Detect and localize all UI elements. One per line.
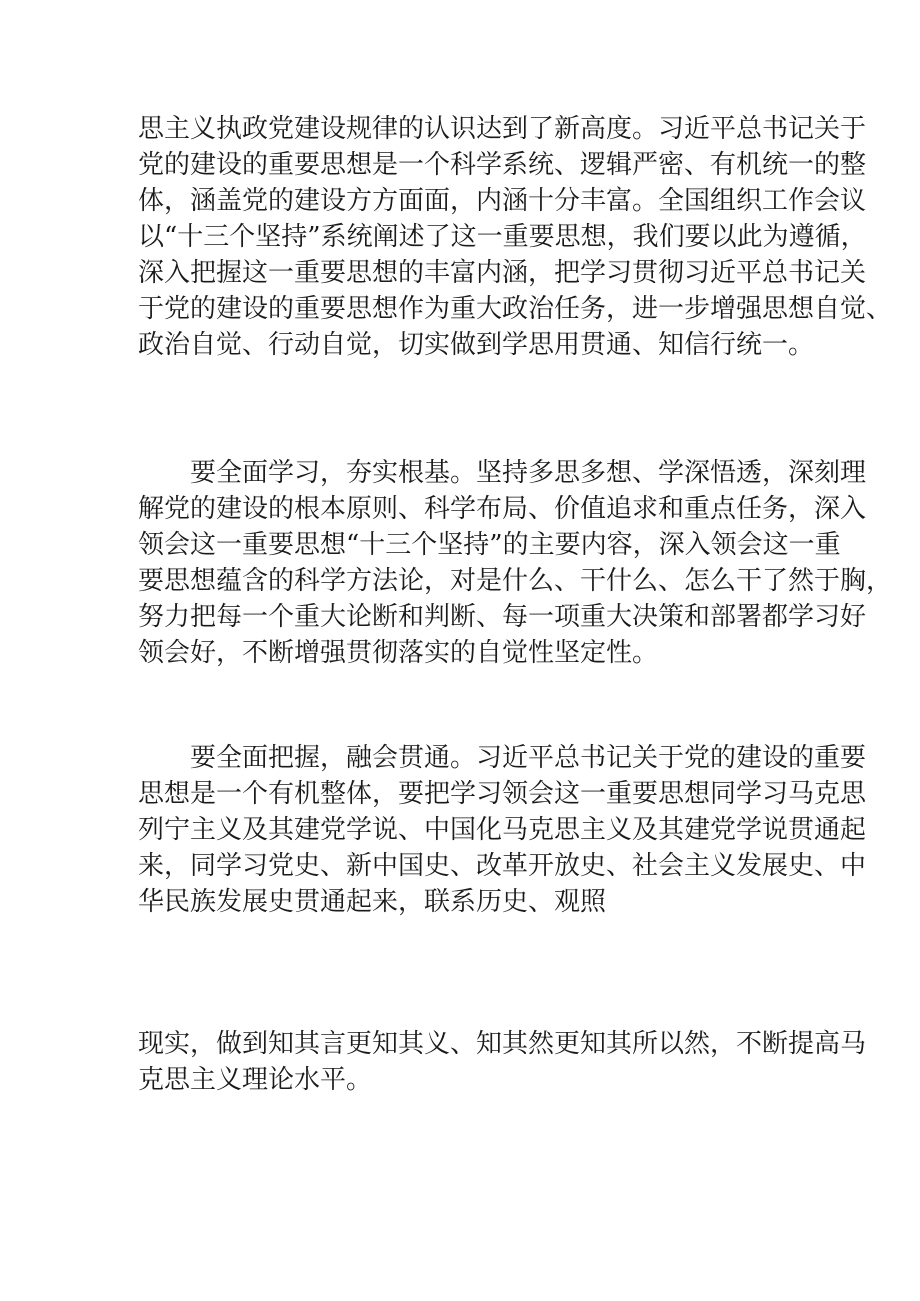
text-line: 以“十三个坚持”系统阐述了这一重要思想，我们要以此为遵循， [138, 222, 867, 252]
text-line: 来，同学习党史、新中国史、改革开放史、社会主义发展史、中 [138, 851, 867, 881]
paragraph-3 [138, 740, 867, 920]
text-line: 华民族发展史贯通起来，联系历史、观照 [138, 887, 607, 917]
text-line: 思想是一个有机整体，要把学习领会这一重要思想同学习马克思 [138, 779, 867, 809]
text-line: 现实，做到知其言更知其义、知其然更知其所以然，不断提高马 [138, 1029, 867, 1059]
text-line: 要全面把握，融会贯通。习近平总书记关于党的建设的重要 [190, 743, 867, 773]
text-line: 领会这一重要思想“十三个坚持”的主要内容，深入领会这一重 [138, 530, 841, 560]
text-line: 要全面学习，夯实根基。坚持多思多想、学深悟透，深刻理 [190, 458, 867, 488]
text-line: 领会好，不断增强贯彻落实的自觉性坚定性。 [138, 638, 659, 668]
text-line: 要思想蕴含的科学方法论，对是什么、干什么、怎么干了然于胸， [138, 566, 893, 596]
text-line: 列宁主义及其建党学说、中国化马克思主义及其建党学说贯通起 [138, 815, 867, 845]
text-line: 党的建设的重要思想是一个科学系统、逻辑严密、有机统一的整 [138, 150, 867, 180]
text-line: 克思主义理论水平。 [138, 1065, 373, 1095]
paragraph-2 [138, 455, 893, 671]
text-line: 解党的建设的根本原则、科学布局、价值追求和重点任务，深入 [138, 494, 867, 524]
text-line: 于党的建设的重要思想作为重大政治任务，进一步增强思想自觉、 [138, 294, 893, 324]
text-line: 思主义执政党建设规律的认识达到了新高度。习近平总书记关于 [138, 114, 867, 144]
text-line: 政治自觉、行动自觉，切实做到学思用贯通、知信行统一。 [138, 330, 815, 360]
text-line: 努力把每一个重大论断和判断、每一项重大决策和部署都学习好 [138, 602, 867, 632]
paragraph-1 [138, 111, 893, 363]
paragraph-4 [138, 1026, 867, 1098]
text-line: 体，涵盖党的建设方方面面，内涵十分丰富。全国组织工作会议 [138, 186, 867, 216]
text-line: 深入把握这一重要思想的丰富内涵，把学习贯彻习近平总书记关 [138, 258, 867, 288]
